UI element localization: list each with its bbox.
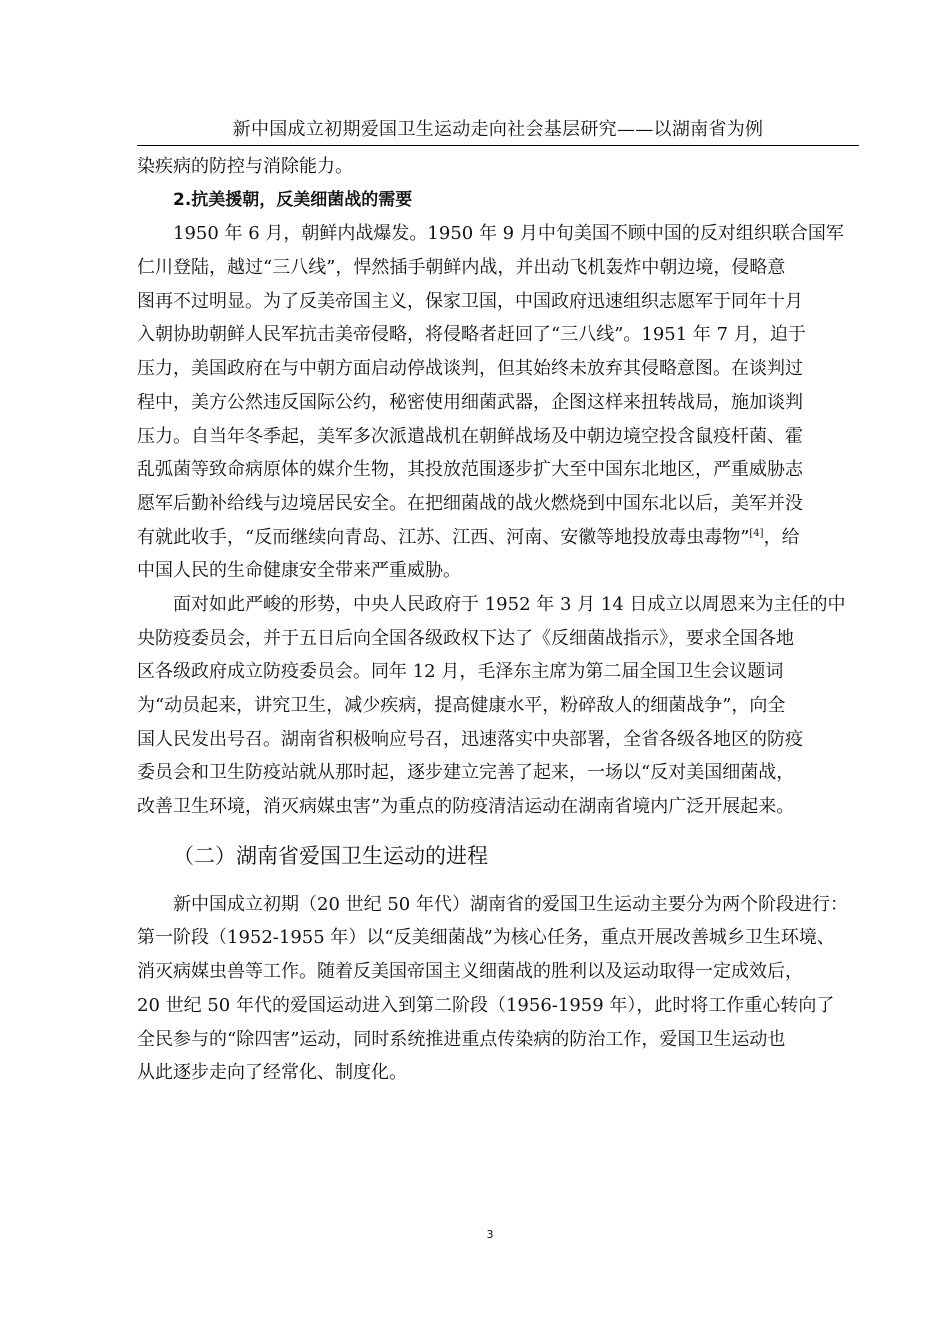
document-body — [137, 150, 862, 1090]
paragraph-line: 压力，美国政府在与中朝方面启动停战谈判，但其始终未放弃其侵略意图。在谈判过 — [137, 358, 803, 380]
paragraph-3 — [137, 888, 862, 1090]
section-title: （二）湖南省爱国卫生运动的进程 — [173, 843, 488, 868]
paragraph-line: 新中国成立初期（20 世纪 50 年代）湖南省的爱国卫生运动主要分为两个阶段进行： — [173, 893, 848, 915]
paragraph-line: 入朝协助朝鲜人民军抗击美帝侵略，将侵略者赶回了“三八线”。1951 年 7 月，迫于 — [137, 324, 806, 346]
citation-ref[interactable]: [4] — [749, 527, 764, 539]
paragraph-line: 央防疫委员会，并于五日后向全国各级政权下达了《反细菌战指示》，要求全国各地 — [137, 627, 794, 649]
paragraph-line: 消灭病媒虫兽等工作。随着反美国帝国主义细菌战的胜利以及运动取得一定成效后， — [137, 961, 803, 983]
paragraph-line: 区各级政府成立防疫委员会。同年 12 月，毛泽东主席为第二届全国卫生会议题词 — [137, 661, 784, 683]
paragraph-line: 1950 年 6 月，朝鲜内战爆发。1950 年 9 月中旬美国不顾中国的反对组织联合国军 — [173, 223, 844, 245]
paragraph-line: 程中，美方公然违反国际公约，秘密使用细菌武器，企图这样来扭转战局，施加谈判 — [137, 391, 803, 413]
paragraph-line: 20 世纪 50 年代的爱国运动进入到第二阶段（1956-1959 年），此时将工作重心转向了 — [137, 994, 835, 1016]
paragraph-line: 改善卫生环境，消灭病媒虫害”为重点的防疫清洁运动在湖南省境内广泛开展起来。 — [137, 796, 795, 818]
paragraph-line: 乱弧菌等致命病原体的媒介生物，其投放范围逐步扩大至中国东北地区，严重威胁志 — [137, 459, 803, 481]
paragraph-line: 图再不过明显。为了反美帝国主义，保家卫国，中国政府迅速组织志愿军于同年十月 — [137, 290, 803, 312]
citation-text-after: ，给 — [763, 526, 800, 548]
paragraph-line: 国人民发出号召。湖南省积极响应号召，迅速落实中央部署，全省各级各地区的防疫 — [137, 728, 803, 750]
header-title: 新中国成立初期爱国卫生运动走向社会基层研究——以湖南省为例 — [232, 119, 764, 140]
paragraph-line: 愿军后勤补给线与边境居民安全。在把细菌战的战火燃烧到中国东北以后，美军并没 — [137, 492, 803, 514]
paragraph-line: 染疾病的防控与消除能力。 — [137, 156, 353, 177]
page-number: 3 — [486, 1228, 494, 1241]
subheading: 2.抗美援朝，反美细菌战的需要 — [173, 189, 413, 210]
paragraph-1 — [137, 217, 862, 588]
paragraph-line: 面对如此严峻的形势，中央人民政府于 1952 年 3 月 14 日成立以周恩来为主任的中 — [173, 593, 846, 615]
paragraph-line: 从此逐步走向了经常化、制度化。 — [137, 1062, 407, 1084]
paragraph-line: 为“动员起来，讲究卫生，减少疾病，提高健康水平，粉碎敌人的细菌战争”，向全 — [137, 695, 786, 716]
paragraph-line: 第一阶段（1952-1955 年）以“反美细菌战”为核心任务，重点开展改善城乡卫生环境、 — [137, 927, 835, 949]
paragraph-line: 中国人民的生命健康安全带来严重威胁。 — [137, 560, 461, 582]
paragraph-line: 压力。自当年冬季起，美军多次派遣战机在朝鲜战场及中朝边境空投含鼠疫杆菌、霍 — [137, 425, 803, 447]
paragraph-line: 委员会和卫生防疫站就从那时起，逐步建立完善了起来，一场以“反对美国细菌战， — [137, 762, 795, 784]
paragraph-line-citation — [137, 521, 862, 555]
citation-text: 有就此收手，“反而继续向青岛、江苏、江西、河南、安徽等地投放毒虫毒物” — [137, 526, 750, 548]
paragraph-2 — [137, 588, 862, 824]
page-header — [137, 117, 859, 146]
paragraph-line: 仁川登陆，越过“三八线”，悍然插手朝鲜内战，并出动飞机轰炸中朝边境，侵略意 — [137, 257, 786, 279]
paragraph-line: 全民参与的“除四害”运动，同时系统推进重点传染病的防治工作，爱国卫生运动也 — [137, 1028, 786, 1050]
